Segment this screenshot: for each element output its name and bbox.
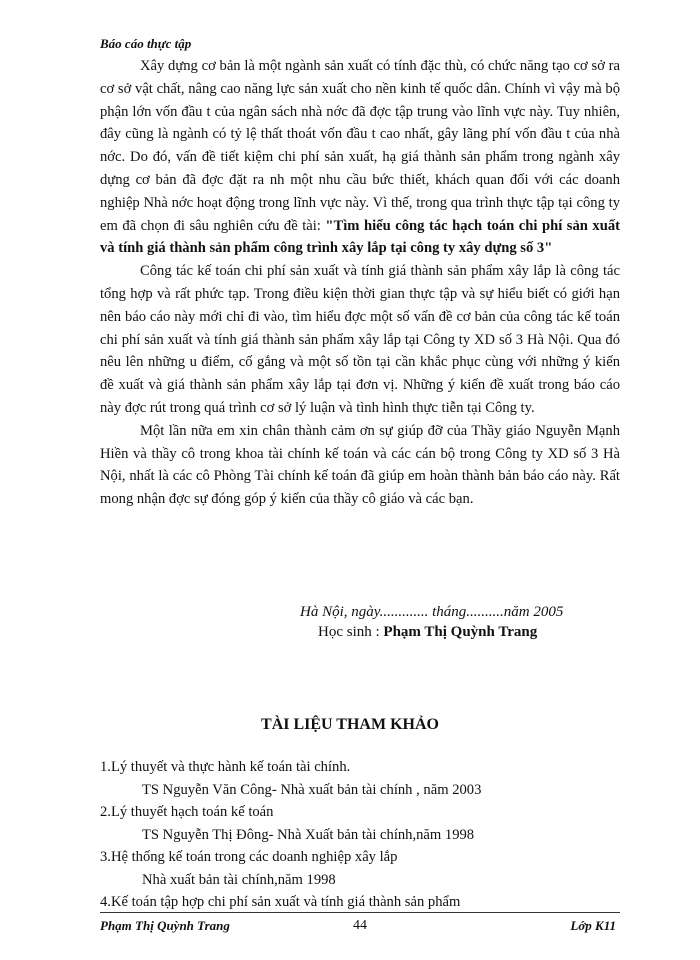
report-body	[100, 55, 620, 511]
references-title: TÀI LIỆU THAM KHẢO	[261, 716, 439, 733]
reference-source: TS Nguyễn Thị Đông- Nhà Xuất bản tài chính,năm 1998	[142, 826, 475, 843]
reference-item: 4.Kế toán tập hợp chi phí sản xuất và tính giá thành sản phẩm	[100, 894, 461, 910]
running-header: Báo cáo thực tập	[100, 36, 192, 51]
paragraph-scope: Công tác kế toán chi phí sản xuất và tính giá thành sản phẩm xây lắp là công tác tổng hợp và rất phức tạp. Trong điều kiện thời gian thực tập và sự hiểu biết có giới hạn nên báo cáo này mới chỉ đi vào, tìm hiểu đợc một số vấn đề cơ bản của công tác kế toán chi phí sản xuất và tính giá thành sản phẩm xây lắp tại Công ty XD số 3 Hà Nội. Qua đó nêu lên những u điểm, cố gắng và một số tồn tại cần khắc phục cùng với những ý kiến đề xuất và giá thành sản phẩm xây lắp tại đơn vị. Những ý kiến đề xuất trong báo cáo này đợc rút trong quá trình cơ sở lý luận và tình hình thực tiễn tại Công ty.	[100, 263, 620, 416]
student-label: Học sinh :	[318, 624, 384, 640]
page-number: 44	[353, 918, 367, 933]
reference-item: 1.Lý thuyết và thực hành kế toán tài chính.	[100, 759, 351, 775]
paragraph-intro	[100, 55, 620, 260]
references-list	[100, 756, 620, 914]
signoff-student	[318, 624, 618, 641]
topic-title: "Tìm hiểu công tác hạch toán chi phí sản xuất và tính giá thành sản phẩm công trình xây lắp tại công ty xây dựng số 3"	[100, 217, 620, 257]
footer-author: Phạm Thị Quỳnh Trang	[100, 918, 230, 933]
reference-item: 3.Hệ thống kế toán trong các doanh nghiệp xây lắp	[100, 849, 398, 865]
footer-divider	[100, 912, 620, 913]
reference-item: 2.Lý thuyết hạch toán kế toán	[100, 804, 274, 820]
signoff-date: Hà Nội, ngày............. tháng..........năm 2005	[300, 604, 564, 620]
paragraph-thanks: Một lần nữa em xin chân thành cảm ơn sự giúp đỡ của Thầy giáo Nguyễn Mạnh Hiền và thầy cô trong khoa tài chính kế toán và các cán bộ trong Công ty XD số 3 Hà Nội, nhất là các cô Phòng Tài chính kế toán đã giúp em hoàn thành bản báo cáo này. Rất mong nhận đợc sự đóng góp ý kiến của thầy cô giáo và các bạn.	[100, 422, 620, 508]
reference-source: Nhà xuất bản tài chính,năm 1998	[142, 871, 336, 888]
reference-source: TS Nguyễn Văn Công- Nhà xuất bản tài chính , năm 2003	[142, 781, 482, 798]
student-name: Phạm Thị Quỳnh Trang	[383, 624, 538, 640]
paragraph-intro-text: Xây dựng cơ bản là một ngành sản xuất có tính đặc thù, có chức năng tạo cơ sở ra cơ sở vật chất, nâng cao năng lực sản xuất cho nền kinh tế quốc dân. Chính vì vậy mà bộ phận lớn vốn đầu t của ngân sách nhà nớc đã đợc tập trung vào lĩnh vực này. Tuy nhiên, đây cũng là ngành có tỷ lệ thất thoát vốn đầu t cao nhất, gây lãng phí vốn đầu t của nhà nớc. Do đó, vấn đề tiết kiệm chi phí sản xuất, hạ giá thành sản phẩm trong ngành xây dựng cơ bản đã đợc đặt ra nh một nhu cầu bức thiết, khách quan đối với các doanh nghiệp Nhà nớc hoạt động trong lĩnh vực này. Vì thế, trong qua trình thực tập tại công ty em đã chọn đi sâu nghiên cứu đề tài:	[100, 58, 620, 234]
footer-class: Lớp K11	[570, 918, 616, 933]
